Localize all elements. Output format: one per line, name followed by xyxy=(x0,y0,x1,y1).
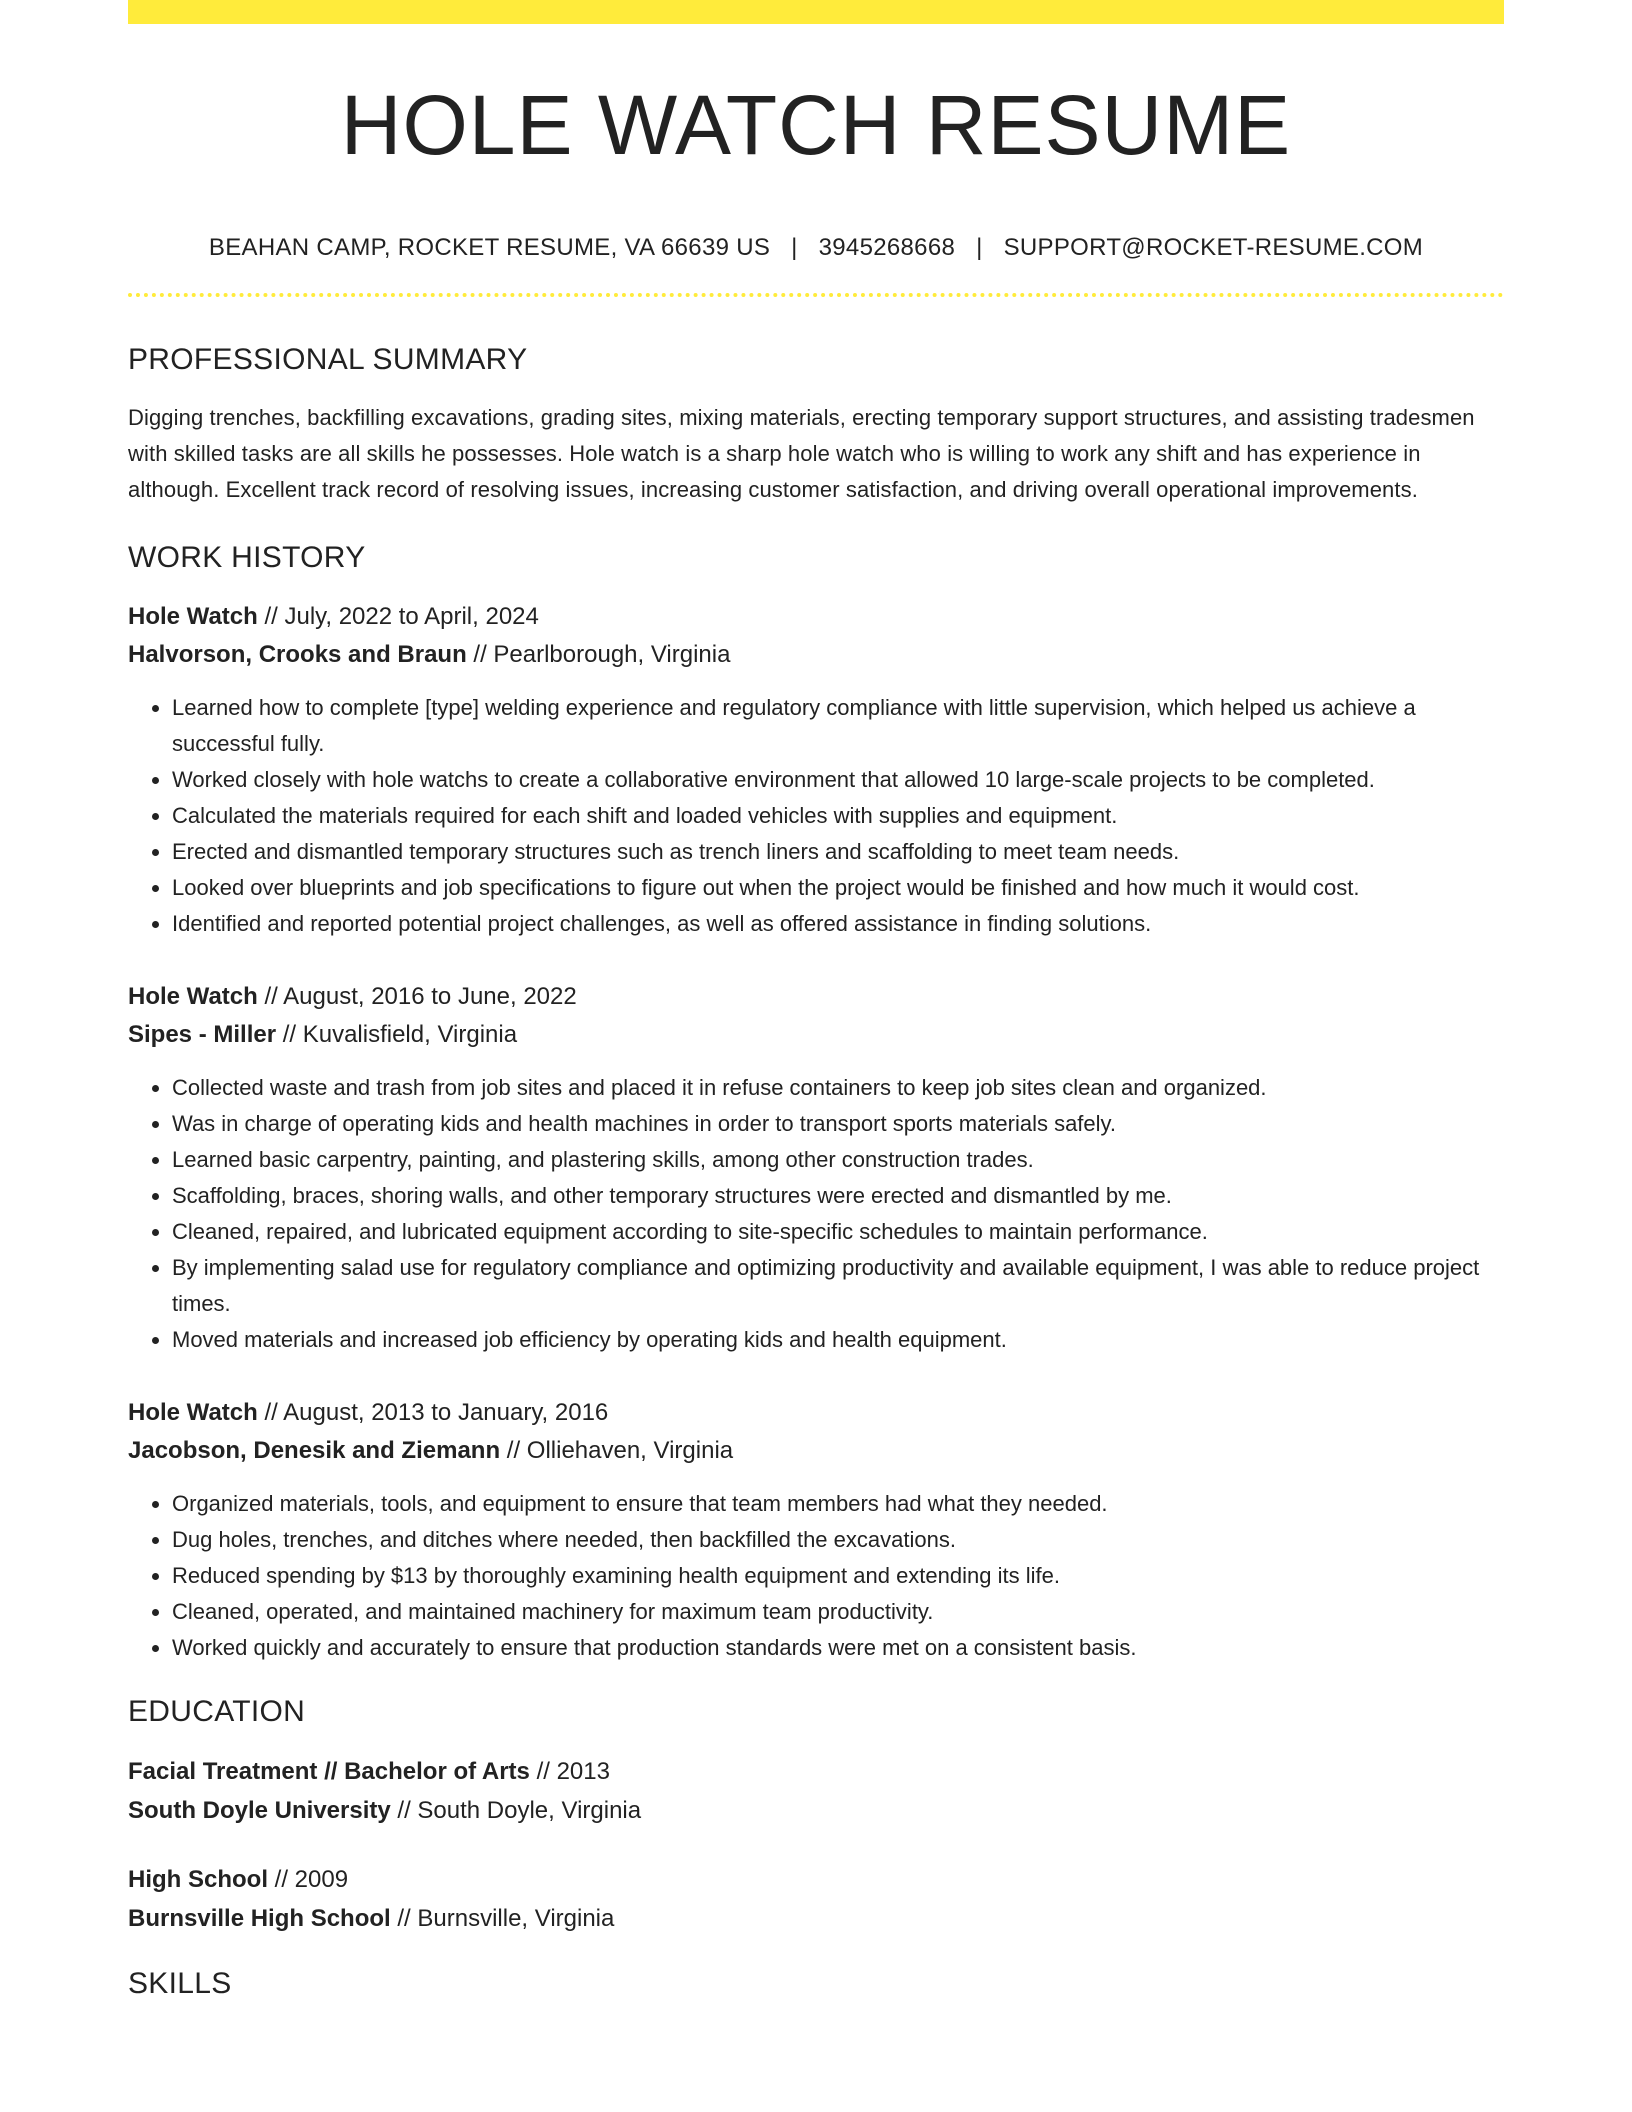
job-entry xyxy=(128,978,1504,1358)
education-degree-line xyxy=(128,1860,1504,1899)
education-year: // 2009 xyxy=(268,1866,349,1893)
job-company: Jacobson, Denesik and Ziemann xyxy=(128,1437,501,1464)
work-history-heading: WORK HISTORY xyxy=(128,541,366,574)
education-school-line xyxy=(128,1791,1504,1830)
job-bullets xyxy=(128,1070,1504,1358)
education-degree: Facial Treatment // Bachelor of Arts xyxy=(128,1758,530,1785)
job-role-line xyxy=(128,978,1504,1016)
job-location: // Olliehaven, Virginia xyxy=(500,1437,734,1464)
contact-email: SUPPORT@ROCKET-RESUME.COM xyxy=(1003,234,1424,261)
job-bullet: • Learned how to complete [type] welding experience and regulatory compliance with little supervision, which helped us achieve a successful fully. xyxy=(172,690,1504,762)
education-location: // South Doyle, Virginia xyxy=(390,1797,642,1824)
contact-line xyxy=(128,233,1504,263)
job-role-line xyxy=(128,598,1504,636)
job-company-line xyxy=(128,636,1504,674)
job-dates: // August, 2013 to January, 2016 xyxy=(257,1399,609,1426)
education-degree: High School xyxy=(128,1866,268,1893)
job-bullet: • Worked closely with hole watchs to create a collaborative environment that allowed 10 large-scale projects to be completed. xyxy=(172,762,1504,798)
resume-page xyxy=(128,0,1504,2002)
job-location: // Kuvalisfield, Virginia xyxy=(276,1021,518,1048)
job-role: Hole Watch xyxy=(128,1399,258,1426)
education-school-line xyxy=(128,1899,1504,1938)
job-bullet: • By implementing salad use for regulatory compliance and optimizing productivity and available equipment, I was able to reduce project times. xyxy=(172,1250,1504,1322)
contact-separator: | xyxy=(976,234,983,261)
job-bullet: • Reduced spending by $13 by thoroughly examining health equipment and extending its life. xyxy=(172,1558,1504,1594)
summary-text: Digging trenches, backfilling excavations, grading sites, mixing materials, erecting temporary support structures, and assisting tradesmen with skilled tasks are all skills he possesses. Hole watch is a sharp hole watch who is willing to work any shift and has experience in although. Excellent track record of resolving issues, increasing customer satisfaction, and driving overall operational improvements. xyxy=(128,405,1475,502)
education-year: // 2013 xyxy=(529,1758,610,1785)
job-bullet: • Learned basic carpentry, painting, and plastering skills, among other construction trades. xyxy=(172,1142,1504,1178)
education-degree-line xyxy=(128,1752,1504,1791)
contact-phone: 3945268668 xyxy=(818,234,956,261)
education-location: // Burnsville, Virginia xyxy=(390,1905,615,1932)
education-school: Burnsville High School xyxy=(128,1905,391,1932)
job-location: // Pearlborough, Virginia xyxy=(466,641,731,668)
job-company-line xyxy=(128,1432,1504,1470)
job-bullet: • Erected and dismantled temporary structures such as trench liners and scaffolding to meet team needs. xyxy=(172,834,1504,870)
job-bullet: • Identified and reported potential project challenges, as well as offered assistance in finding solutions. xyxy=(172,906,1504,942)
education-entry xyxy=(128,1860,1504,1938)
job-bullet: • Dug holes, trenches, and ditches where needed, then backfilled the excavations. xyxy=(172,1522,1504,1558)
job-bullet: • Organized materials, tools, and equipment to ensure that team members had what they needed. xyxy=(172,1486,1504,1522)
job-dates: // July, 2022 to April, 2024 xyxy=(257,603,539,630)
job-bullet: • Scaffolding, braces, shoring walls, and other temporary structures were erected and dismantled by me. xyxy=(172,1178,1504,1214)
job-bullet: • Was in charge of operating kids and health machines in order to transport sports materials safely. xyxy=(172,1106,1504,1142)
job-bullets xyxy=(128,1486,1504,1666)
job-bullet: • Worked quickly and accurately to ensure that production standards were met on a consistent basis. xyxy=(172,1630,1504,1666)
job-role-line xyxy=(128,1394,1504,1432)
job-role: Hole Watch xyxy=(128,983,258,1010)
job-company: Sipes - Miller xyxy=(128,1021,277,1048)
job-dates: // August, 2016 to June, 2022 xyxy=(257,983,577,1010)
skills-heading: SKILLS xyxy=(128,1967,232,2000)
summary-heading: PROFESSIONAL SUMMARY xyxy=(128,343,528,376)
job-company-line xyxy=(128,1016,1504,1054)
job-bullet: • Cleaned, operated, and maintained machinery for maximum team productivity. xyxy=(172,1594,1504,1630)
accent-bar xyxy=(128,0,1504,24)
job-role: Hole Watch xyxy=(128,603,258,630)
job-bullet: • Calculated the materials required for each shift and loaded vehicles with supplies and equipment. xyxy=(172,798,1504,834)
contact-separator: | xyxy=(791,234,798,261)
education-heading: EDUCATION xyxy=(128,1695,306,1728)
job-bullet: • Collected waste and trash from job sites and placed it in refuse containers to keep job sites clean and organized. xyxy=(172,1070,1504,1106)
job-bullet: • Moved materials and increased job efficiency by operating kids and health equipment. xyxy=(172,1322,1504,1358)
job-company: Halvorson, Crooks and Braun xyxy=(128,641,467,668)
resume-title: HOLE WATCH RESUME xyxy=(340,78,1292,172)
contact-address: BEAHAN CAMP, ROCKET RESUME, VA 66639 US xyxy=(208,234,771,261)
job-bullet: • Looked over blueprints and job specifications to figure out when the project would be finished and how much it would cost. xyxy=(172,870,1504,906)
job-entry xyxy=(128,598,1504,942)
job-entry xyxy=(128,1394,1504,1666)
dotted-divider xyxy=(128,293,1504,297)
education-entry xyxy=(128,1752,1504,1830)
education-school: South Doyle University xyxy=(128,1797,391,1824)
job-bullets xyxy=(128,690,1504,942)
job-bullet: • Cleaned, repaired, and lubricated equipment according to site-specific schedules to maintain performance. xyxy=(172,1214,1504,1250)
